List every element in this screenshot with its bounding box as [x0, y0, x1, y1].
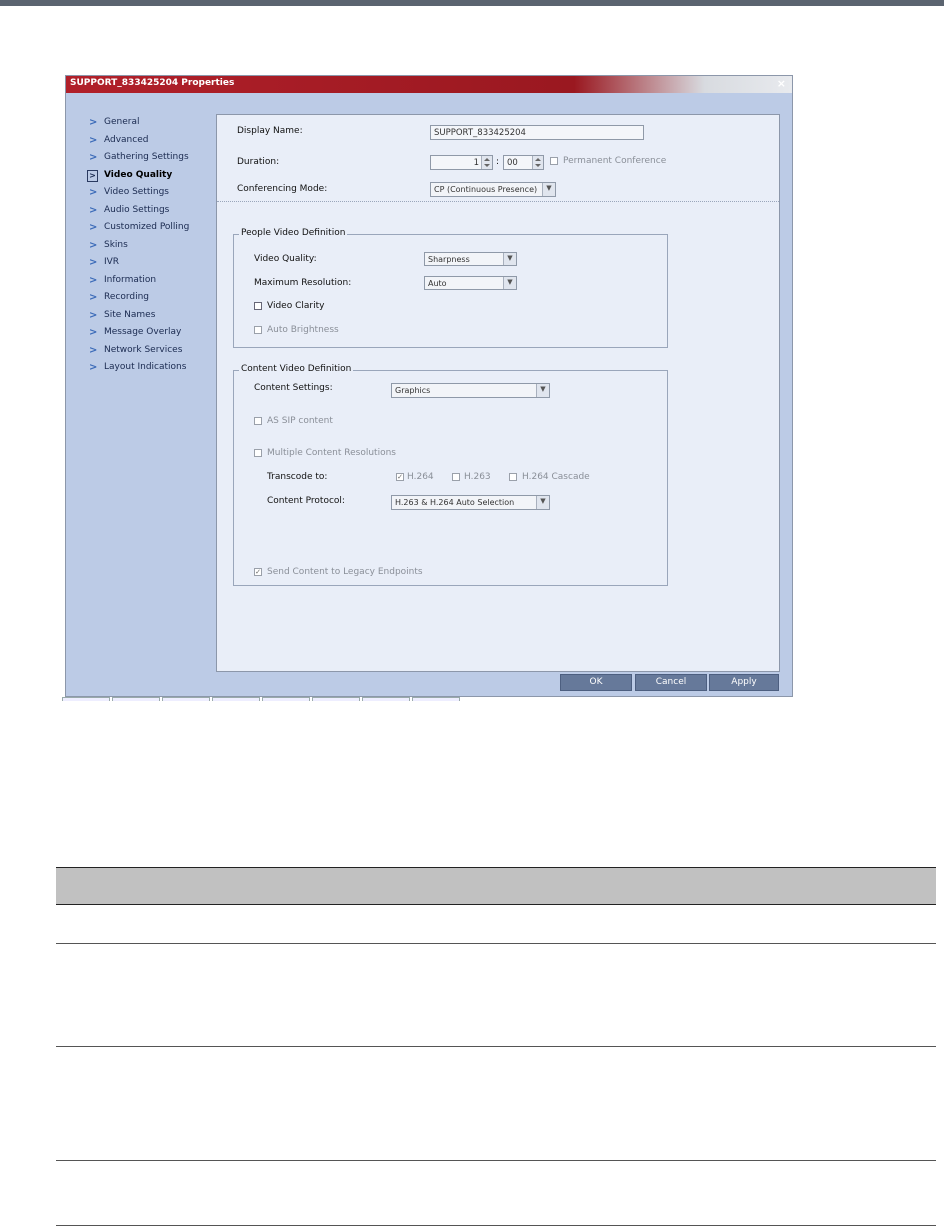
- video-quality-select[interactable]: [424, 252, 517, 266]
- sidebar-item-network-services[interactable]: [88, 342, 213, 360]
- sidebar-item-label: IVR: [104, 257, 120, 267]
- sidebar-item-video-settings[interactable]: [88, 184, 213, 202]
- h264-checkbox[interactable]: ✓: [397, 473, 403, 481]
- chevron-down-icon[interactable]: ▼: [542, 183, 555, 196]
- sidebar-item-label: Audio Settings: [104, 204, 170, 215]
- minutes-spin-icon[interactable]: [532, 156, 543, 169]
- sidebar-item-label: Layout Indications: [104, 362, 187, 372]
- duration-hours-stepper[interactable]: [430, 155, 493, 170]
- chevron-down-icon[interactable]: ▼: [503, 277, 516, 289]
- sidebar-item-advanced[interactable]: [88, 132, 213, 150]
- chevron-right-icon: >: [89, 187, 98, 198]
- auto-brightness-checkbox[interactable]: [254, 326, 262, 334]
- maximum-resolution-value: Auto: [428, 279, 447, 288]
- properties-dialog: [65, 75, 793, 697]
- sidebar-item-message-overlay[interactable]: [88, 324, 213, 342]
- sidebar-item-label: Network Services: [104, 344, 183, 355]
- video-quality-panel: [216, 114, 780, 672]
- video-quality-value: Sharpness: [428, 255, 470, 264]
- chevron-down-icon[interactable]: ▼: [536, 496, 549, 509]
- apply-button[interactable]: Apply: [709, 674, 779, 691]
- chevron-right-icon: >: [89, 222, 98, 233]
- sidebar-item-label: Recording: [104, 292, 150, 302]
- people-video-definition-title: People Video Definition: [241, 228, 346, 238]
- as-sip-content-label: AS SIP content: [267, 416, 333, 426]
- sidebar-item-general[interactable]: [88, 114, 213, 132]
- taskbar-strip: [62, 697, 462, 701]
- sidebar-item-gathering-settings[interactable]: [88, 149, 213, 167]
- display-name-label: Display Name:: [237, 126, 303, 136]
- duration-hours-value: 1: [473, 158, 479, 168]
- chevron-right-icon: >: [89, 309, 98, 321]
- cancel-button[interactable]: Cancel: [635, 674, 707, 691]
- conferencing-mode-value: CP (Continuous Presence): [434, 185, 538, 194]
- content-settings-select[interactable]: [391, 383, 550, 398]
- sidebar-item-label: Video Quality: [104, 169, 173, 180]
- display-name-input[interactable]: SUPPORT_833425204: [430, 125, 644, 140]
- sidebar-item-layout-indications[interactable]: [88, 359, 213, 377]
- close-icon[interactable]: ×: [776, 77, 786, 90]
- table-row: [56, 944, 936, 1047]
- table-row: [56, 1047, 936, 1161]
- maximum-resolution-label: Maximum Resolution:: [254, 278, 352, 288]
- taskbar-item[interactable]: [62, 697, 110, 701]
- content-protocol-select[interactable]: [391, 495, 550, 510]
- sidebar-item-label: General: [104, 117, 140, 127]
- sidebar-item-label: Skins: [104, 239, 128, 250]
- taskbar-item[interactable]: [162, 697, 210, 701]
- taskbar-item[interactable]: [412, 697, 460, 701]
- chevron-right-icon: >: [89, 134, 98, 146]
- ok-button[interactable]: OK: [560, 674, 632, 691]
- h263-checkbox[interactable]: [452, 473, 460, 481]
- chevron-right-icon: >: [89, 292, 98, 303]
- sidebar-item-skins[interactable]: [88, 237, 213, 255]
- chevron-right-icon: >: [89, 204, 98, 216]
- sidebar-item-recording[interactable]: [88, 289, 213, 307]
- duration-label: Duration:: [237, 157, 280, 167]
- h264-cascade-checkbox[interactable]: [509, 473, 517, 481]
- table-row: [56, 1161, 936, 1226]
- h263-label: H.263: [464, 472, 491, 482]
- video-clarity-checkbox[interactable]: [254, 302, 262, 310]
- auto-brightness-label: Auto Brightness: [267, 325, 339, 335]
- conferencing-mode-label: Conferencing Mode:: [237, 184, 328, 194]
- sidebar-item-label: Message Overlay: [104, 327, 182, 337]
- duration-minutes-stepper[interactable]: [503, 155, 544, 170]
- send-content-legacy-checkbox[interactable]: ✓: [255, 568, 261, 576]
- permanent-conference-label: Permanent Conference: [563, 156, 667, 166]
- chevron-right-icon: >: [89, 362, 98, 373]
- dialog-title-bar[interactable]: [66, 76, 792, 93]
- chevron-right-icon: >: [89, 327, 98, 338]
- top-header-bar: [0, 0, 944, 6]
- content-video-definition-title: Content Video Definition: [241, 364, 352, 374]
- sidebar-item-audio-settings[interactable]: [88, 202, 213, 220]
- table-header: [56, 867, 936, 905]
- chevron-right-icon: >: [89, 152, 98, 163]
- sidebar-item-information[interactable]: [88, 272, 213, 290]
- duration-minutes-value: 00: [507, 158, 518, 168]
- video-clarity-label: Video Clarity: [267, 301, 325, 311]
- h264-label: H.264: [407, 472, 434, 482]
- conferencing-mode-select[interactable]: [430, 182, 556, 197]
- sidebar-item-label: Information: [104, 274, 157, 285]
- dialog-title: SUPPORT_833425204 Properties: [70, 78, 235, 88]
- section-divider: [217, 201, 779, 202]
- chevron-right-icon: >: [87, 170, 98, 182]
- sidebar-item-site-names[interactable]: [88, 307, 213, 325]
- chevron-right-icon: >: [89, 274, 98, 286]
- send-content-legacy-label: Send Content to Legacy Endpoints: [267, 567, 423, 577]
- taskbar-item[interactable]: [262, 697, 310, 701]
- chevron-right-icon: >: [89, 117, 98, 128]
- sidebar-item-ivr[interactable]: [88, 254, 213, 272]
- hours-spin-icon[interactable]: [481, 156, 492, 169]
- sidebar-item-video-quality[interactable]: [88, 167, 213, 185]
- sidebar-item-label: Customized Polling: [104, 222, 190, 232]
- content-protocol-label: Content Protocol:: [267, 496, 345, 506]
- taskbar-item[interactable]: [112, 697, 160, 701]
- taskbar-item[interactable]: [212, 697, 260, 701]
- taskbar-item[interactable]: [312, 697, 360, 701]
- content-settings-label: Content Settings:: [254, 383, 333, 393]
- h264-cascade-label: H.264 Cascade: [522, 472, 590, 482]
- taskbar-item[interactable]: [362, 697, 410, 701]
- settings-table: [56, 867, 936, 1226]
- sidebar-item-label: Advanced: [104, 134, 149, 145]
- sidebar-item-label: Site Names: [104, 309, 156, 320]
- duration-separator: :: [496, 157, 500, 167]
- chevron-down-icon[interactable]: ▼: [503, 253, 516, 265]
- as-sip-content-checkbox[interactable]: [254, 417, 262, 425]
- chevron-down-icon[interactable]: ▼: [536, 384, 549, 397]
- sidebar-item-customized-polling[interactable]: [88, 219, 213, 237]
- chevron-right-icon: >: [89, 257, 98, 268]
- people-video-definition-group: [233, 228, 668, 348]
- properties-nav: [88, 114, 213, 377]
- table-row: [56, 905, 936, 944]
- multiple-content-resolutions-label: Multiple Content Resolutions: [267, 448, 396, 458]
- transcode-to-label: Transcode to:: [267, 472, 328, 482]
- maximum-resolution-select[interactable]: [424, 276, 517, 290]
- video-quality-label: Video Quality:: [254, 254, 317, 264]
- sidebar-item-label: Gathering Settings: [104, 152, 189, 162]
- content-protocol-value: H.263 & H.264 Auto Selection: [395, 498, 515, 507]
- content-settings-value: Graphics: [395, 386, 431, 395]
- chevron-right-icon: >: [89, 344, 98, 356]
- multiple-content-resolutions-checkbox[interactable]: [254, 449, 262, 457]
- content-video-definition-group: [233, 364, 668, 586]
- permanent-conference-checkbox[interactable]: [550, 157, 558, 165]
- chevron-right-icon: >: [89, 239, 98, 251]
- sidebar-item-label: Video Settings: [104, 187, 169, 197]
